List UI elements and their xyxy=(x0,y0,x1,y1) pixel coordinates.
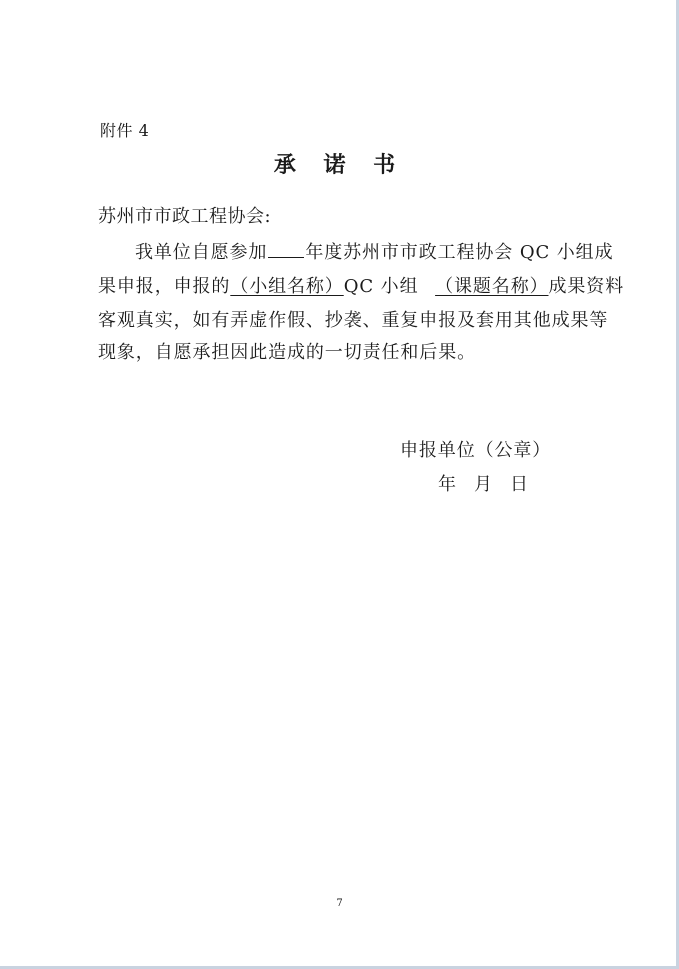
year-blank xyxy=(268,243,304,258)
page-title: 承 诺 书 xyxy=(273,152,406,178)
body-line-3: 客观真实，如有弄虚作假、抄袭、重复申报及套用其他成果等 xyxy=(98,310,609,331)
body-line-2-end: 成果资料 xyxy=(548,276,625,297)
topic-name-field: （课题名称） xyxy=(435,276,549,297)
body-line-2-middle: QC 小组 xyxy=(343,276,426,297)
applicant-unit-seal-label: 申报单位（公章） xyxy=(400,440,552,461)
body-line-4: 现象，自愿承担因此造成的一切责任和后果。 xyxy=(98,342,476,363)
date-day: 日 xyxy=(510,474,528,495)
body-line-1-start: 我单位自愿参加 xyxy=(135,242,268,263)
body-line-1-end: 年度苏州市市政工程协会 QC 小组成 xyxy=(305,242,614,263)
date-month: 月 xyxy=(474,474,492,495)
body-line-2-start: 果申报，申报的 xyxy=(98,276,231,297)
body-line-1 xyxy=(135,238,613,264)
signature-date xyxy=(438,470,546,496)
date-year: 年 xyxy=(438,474,456,495)
addressee: 苏州市市政工程协会: xyxy=(98,206,272,227)
group-name-field: （小组名称） xyxy=(230,276,344,297)
page-number: 7 xyxy=(336,898,343,909)
attachment-label: 附件 4 xyxy=(100,121,150,140)
body-line-2 xyxy=(98,272,624,298)
